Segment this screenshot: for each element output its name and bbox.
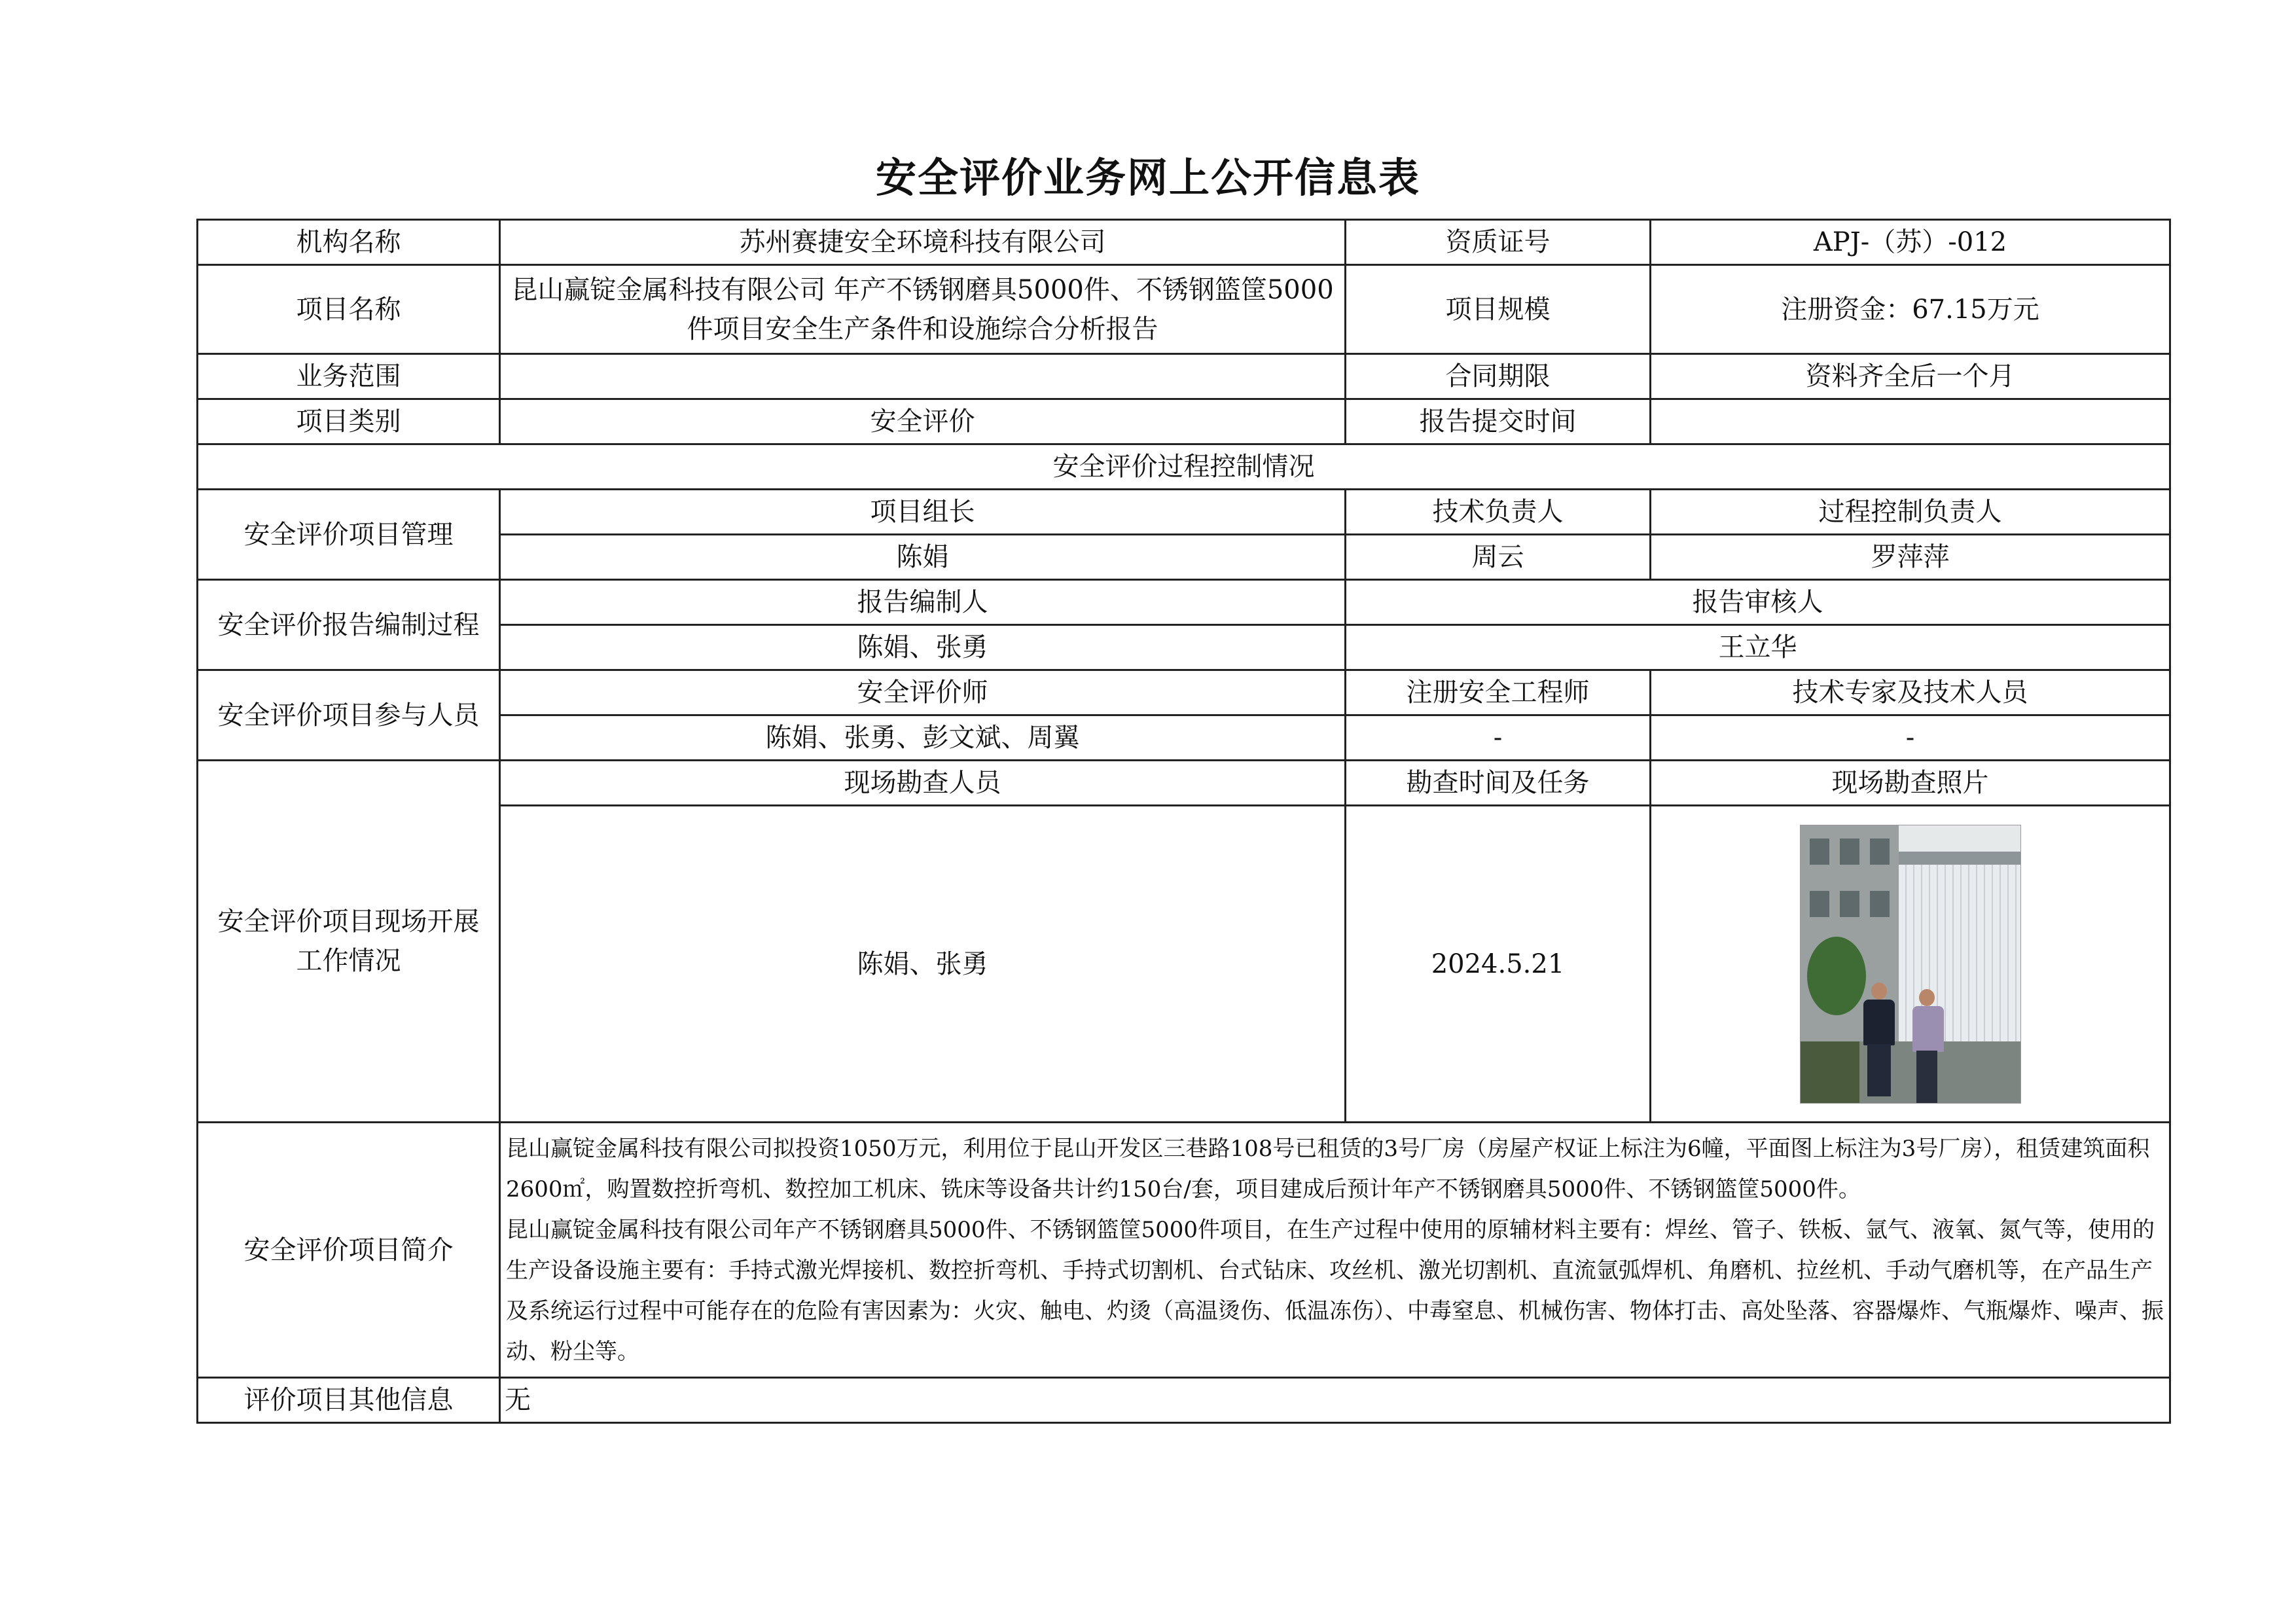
table-row bbox=[198, 761, 2170, 806]
project-type-label: 项目类别 bbox=[198, 399, 500, 444]
intro-label: 安全评价项目简介 bbox=[198, 1123, 500, 1378]
tech-experts-label: 技术专家及技术人员 bbox=[1651, 670, 2170, 715]
tech-lead-value: 周云 bbox=[1346, 535, 1651, 580]
site-photo-cell bbox=[1651, 806, 2170, 1123]
intro-paragraph: 昆山赢锭金属科技有限公司拟投资1050万元，利用位于昆山开发区三巷路108号已租赁的3号厂房（房屋产权证上标注为6幢，平面图上标注为3号厂房），租赁建筑面积2600㎡，购置数控折弯机、数控加工机床、铣床等设备共计约150台/套，项目建成后预计年产不锈钢磨具5000件、不锈钢篮筐5000件。 bbox=[506, 1135, 2150, 1202]
business-scope-label: 业务范围 bbox=[198, 354, 500, 399]
site-staff-value: 陈娟、张勇 bbox=[500, 806, 1346, 1123]
table-row bbox=[198, 490, 2170, 535]
info-table bbox=[196, 219, 2171, 1424]
site-photo-label: 现场勘查照片 bbox=[1651, 761, 2170, 806]
report-submit-time-value bbox=[1651, 399, 2170, 444]
table-row bbox=[198, 1123, 2170, 1378]
intro-text bbox=[500, 1123, 2170, 1378]
report-submit-time-label: 报告提交时间 bbox=[1346, 399, 1651, 444]
project-management-label: 安全评价项目管理 bbox=[198, 490, 500, 580]
table-row bbox=[198, 1378, 2170, 1423]
report-author-label: 报告编制人 bbox=[500, 580, 1346, 625]
team-leader-label: 项目组长 bbox=[500, 490, 1346, 535]
table-row bbox=[198, 444, 2170, 490]
project-scale-label: 项目规模 bbox=[1346, 265, 1651, 354]
page-title: 安全评价业务网上公开信息表 bbox=[875, 154, 1420, 202]
survey-time-value: 2024.5.21 bbox=[1346, 806, 1651, 1123]
report-process-label: 安全评价报告编制过程 bbox=[198, 580, 500, 670]
project-scale-value: 注册资金：67.15万元 bbox=[1651, 265, 2170, 354]
report-reviewer-label: 报告审核人 bbox=[1346, 580, 2170, 625]
cert-no-label: 资质证号 bbox=[1346, 220, 1651, 265]
reg-engineer-label: 注册安全工程师 bbox=[1346, 670, 1651, 715]
tech-experts-value: - bbox=[1651, 715, 2170, 761]
contract-period-label: 合同期限 bbox=[1346, 354, 1651, 399]
project-type-value: 安全评价 bbox=[500, 399, 1346, 444]
process-lead-value: 罗萍萍 bbox=[1651, 535, 2170, 580]
table-row bbox=[198, 580, 2170, 625]
report-reviewer-value: 王立华 bbox=[1346, 625, 2170, 670]
survey-time-label: 勘查时间及任务 bbox=[1346, 761, 1651, 806]
project-name-label: 项目名称 bbox=[198, 265, 500, 354]
participants-label: 安全评价项目参与人员 bbox=[198, 670, 500, 761]
project-name-value: 昆山赢锭金属科技有限公司 年产不锈钢磨具5000件、不锈钢篮筐5000件项目安全生产条件和设施综合分析报告 bbox=[500, 265, 1346, 354]
table-row bbox=[198, 265, 2170, 354]
org-name-value: 苏州赛捷安全环境科技有限公司 bbox=[500, 220, 1346, 265]
table-row bbox=[198, 220, 2170, 265]
team-leader-value: 陈娟 bbox=[500, 535, 1346, 580]
report-author-value: 陈娟、张勇 bbox=[500, 625, 1346, 670]
tech-lead-label: 技术负责人 bbox=[1346, 490, 1651, 535]
table-row bbox=[198, 354, 2170, 399]
table-row bbox=[198, 399, 2170, 444]
evaluator-value: 陈娟、张勇、彭文斌、周翼 bbox=[500, 715, 1346, 761]
business-scope-value bbox=[500, 354, 1346, 399]
intro-paragraph: 昆山赢锭金属科技有限公司年产不锈钢磨具5000件、不锈钢篮筐5000件项目，在生产过程中使用的原辅材料主要有：焊丝、管子、铁板、氩气、液氧、氮气等，使用的生产设备设施主要有：手持式激光焊接机、数控折弯机、手持式切割机、台式钻床、攻丝机、激光切割机、直流氩弧焊机、角磨机、拉丝机、手动气磨机等，在产品生产及系统运行过程中可能存在的危险有害因素为：火灾、触电、灼烫（高温烫伤、低温冻伤）、中毒窒息、机械伤害、物体打击、高处坠落、容器爆炸、气瓶爆炸、噪声、振动、粉尘等。 bbox=[506, 1216, 2164, 1365]
cert-no-value: APJ-（苏）-012 bbox=[1651, 220, 2170, 265]
site-work-label: 安全评价项目现场开展工作情况 bbox=[198, 761, 500, 1123]
process-lead-label: 过程控制负责人 bbox=[1651, 490, 2170, 535]
site-photo-image bbox=[1800, 825, 2021, 1104]
evaluator-label: 安全评价师 bbox=[500, 670, 1346, 715]
table-row bbox=[198, 670, 2170, 715]
other-info-value: 无 bbox=[500, 1378, 2170, 1423]
contract-period-value: 资料齐全后一个月 bbox=[1651, 354, 2170, 399]
other-info-label: 评价项目其他信息 bbox=[198, 1378, 500, 1423]
process-control-heading: 安全评价过程控制情况 bbox=[198, 444, 2170, 490]
site-staff-label: 现场勘查人员 bbox=[500, 761, 1346, 806]
reg-engineer-value: - bbox=[1346, 715, 1651, 761]
org-name-label: 机构名称 bbox=[198, 220, 500, 265]
